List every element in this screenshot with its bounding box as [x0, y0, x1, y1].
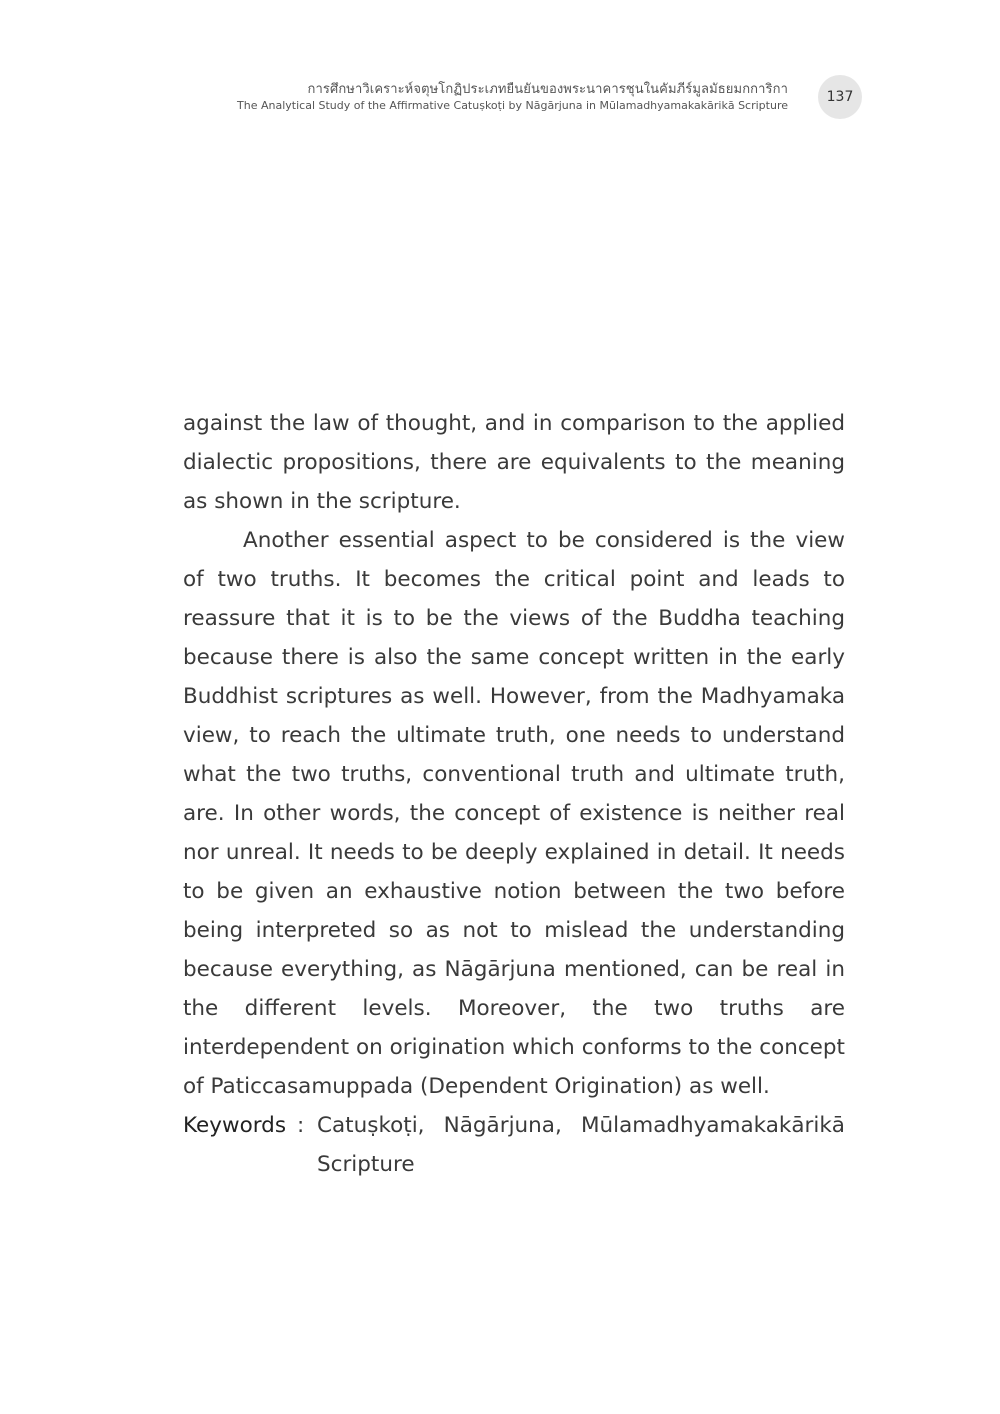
header-thai-title: การศึกษาวิเคราะห์จตุษโกฏิประเภทยืนยันของพระนาคารชุนในคัมภีร์มูลมัธยมกการิกา: [307, 82, 788, 97]
running-header: [237, 82, 788, 113]
paragraph-two-truths: Another essential aspect to be considered is the view of two truths. It becomes the critical point and leads to reassure that it is to be the views of the Buddha teaching because there is also the same concept written in the early Buddhist scriptures as well. However, from the Madhyamaka view, to reach the ultimate truth, one needs to understand what the two truths, conventional truth and ultimate truth, are. In other words, the concept of existence is neither real nor unreal. It needs to be deeply explained in detail. It needs to be given an exhaustive notion between the two before being interpreted so as not to mislead the understanding because everything, as Nāgārjuna mentioned, can be real in the different levels. Moreover, the two truths are interdependent on origination which conforms to the concept of Paticcasamuppada (Dependent Origination) as well.: [183, 528, 845, 1099]
body-text: [183, 404, 845, 1106]
paragraph-continuation: against the law of thought, and in comparison to the applied dialectic propositions, there are equivalents to the meaning as shown in the scripture.: [183, 411, 845, 514]
keywords-separator: :: [297, 1113, 305, 1138]
keywords-section: [183, 1106, 845, 1184]
keywords-values: Catuṣkoṭi, Nāgārjuna, Mūlamadhyamakakārikā Scripture: [317, 1113, 845, 1177]
header-english-title: The Analytical Study of the Affirmative Catuṣkoṭi by Nāgārjuna in Mūlamadhyamakakārikā Scripture: [237, 99, 788, 112]
page-number-badge: 137: [818, 75, 862, 119]
keywords-label: Keywords: [183, 1113, 287, 1138]
